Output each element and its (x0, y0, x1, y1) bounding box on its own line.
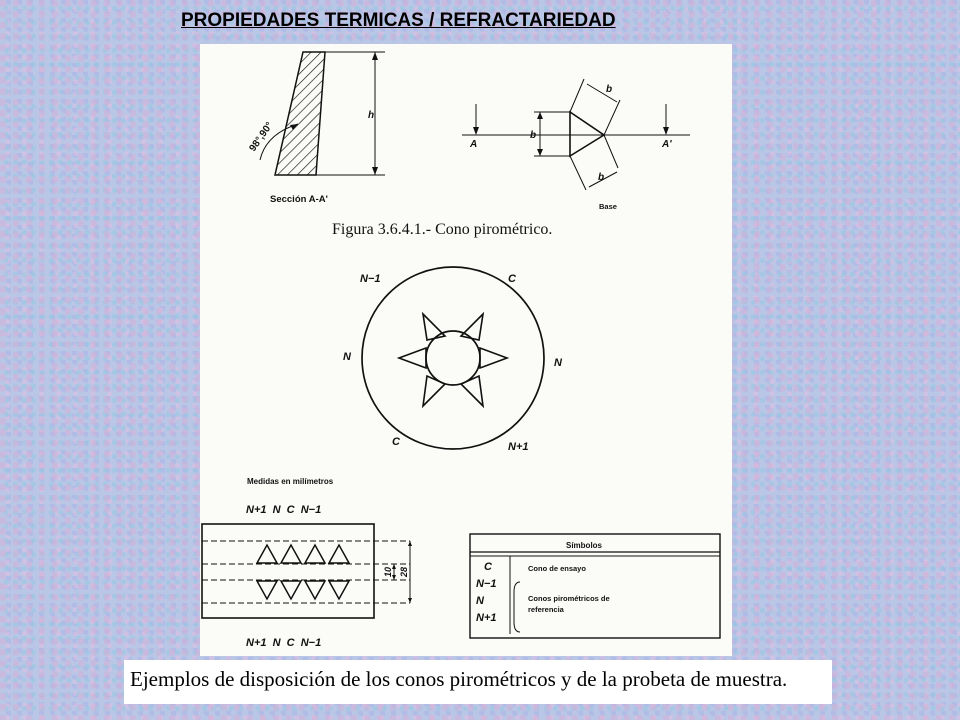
dim-b-left: b (530, 130, 537, 141)
diagram-panel (200, 44, 732, 656)
symbol-n-minus-1: N−1 (476, 578, 497, 590)
reference-cones-line2: referencia (528, 605, 564, 614)
row-labels-bottom: N+1 N C N−1 (246, 637, 322, 649)
page-title: PROPIEDADES TERMICAS / REFRACTARIEDAD (181, 10, 616, 31)
caption-box (124, 660, 832, 704)
label-n-plus-1: N+1 (508, 441, 529, 453)
symbol-n: N (476, 595, 484, 607)
specimen-bar-drawing (202, 524, 412, 618)
section-label: Sección A-A' (270, 194, 328, 205)
symbols-header: Símbolos (566, 541, 603, 550)
reference-cones-line1: Conos pirométricos de (528, 594, 610, 603)
dim-b-bottom: b (598, 172, 605, 183)
base-label: Base (599, 202, 617, 211)
dim-inner: 10 (383, 566, 393, 577)
units-note: Medidas en milímetros (247, 477, 334, 486)
test-cone-label: Cono de ensayo (528, 564, 586, 573)
symbol-c: C (484, 561, 492, 573)
label-n-minus-1: N−1 (360, 273, 381, 285)
dim-outer: 28 (399, 566, 409, 577)
height-label: h (368, 110, 375, 121)
angle-label: 98°,90° (247, 120, 276, 154)
row-labels-top: N+1 N C N−1 (246, 504, 322, 516)
figure-caption: Ejemplos de disposición de los conos pirométricos y de la probeta de muestra. (130, 667, 788, 691)
section-marker-right: A' (662, 139, 672, 150)
label-c-bottom: C (392, 436, 400, 448)
cone-arrangement-plaque (362, 267, 544, 449)
label-c-top: C (508, 273, 516, 285)
cone-plan-view (462, 79, 690, 190)
label-n-right: N (554, 357, 562, 369)
cone-section-drawing (260, 52, 385, 175)
diagram-svg (200, 44, 732, 656)
dim-b-top: b (606, 84, 613, 95)
symbol-n-plus-1: N+1 (476, 612, 497, 624)
section-marker-left: A (470, 139, 478, 150)
figure1-caption: Figura 3.6.4.1.- Cono pirométrico. (332, 221, 553, 238)
label-n-left: N (343, 351, 351, 363)
